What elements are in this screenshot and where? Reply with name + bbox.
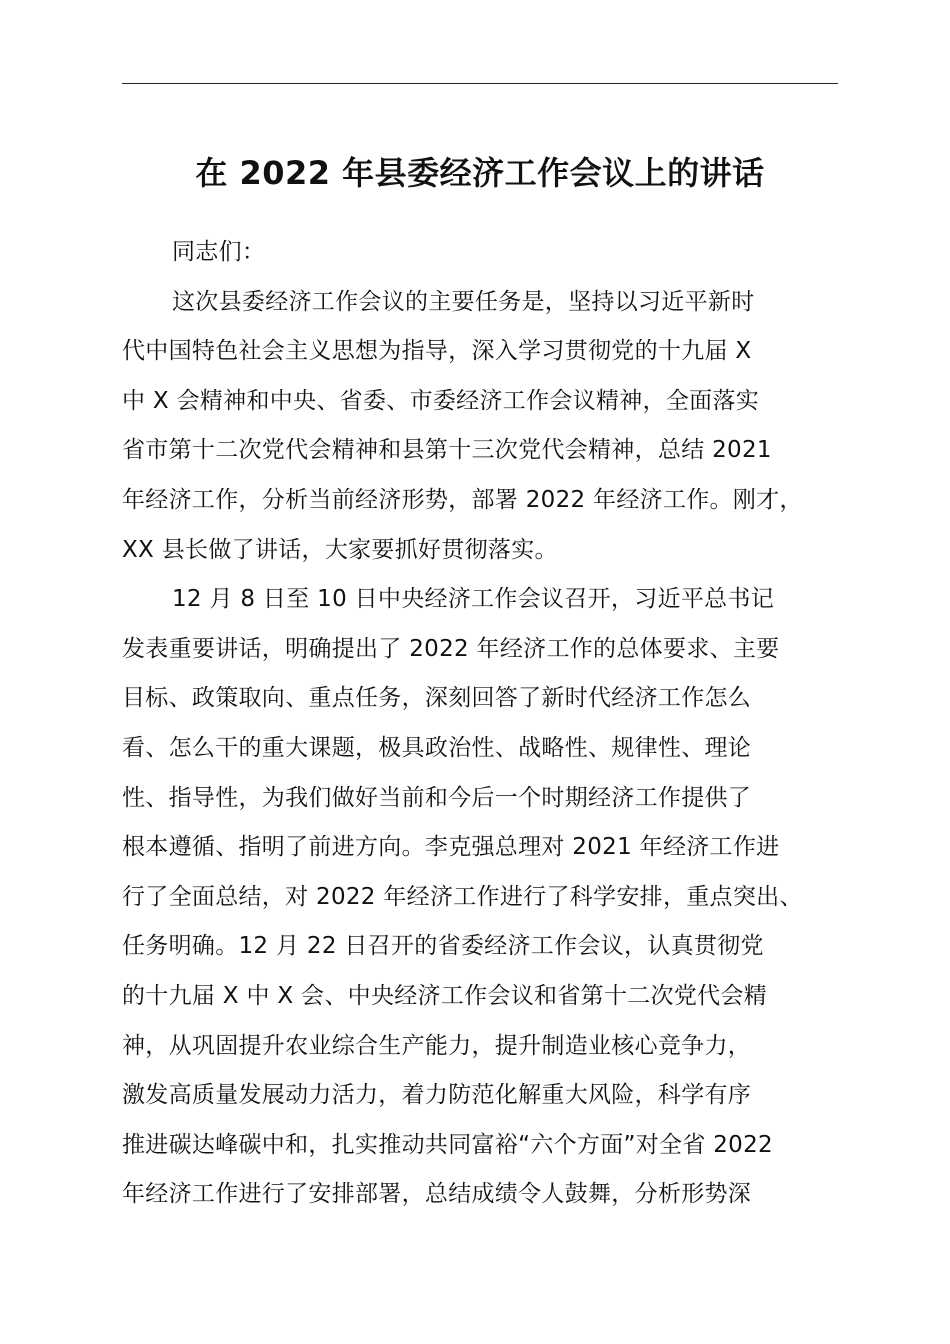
header-rule [122, 83, 838, 84]
body-line: 年经济工作，分析当前经济形势，部署 2022 年经济工作。刚才， [122, 486, 803, 513]
body-line: 年经济工作进行了安排部署，总结成绩令人鼓舞，分析形势深 [122, 1181, 752, 1208]
body-line: 行了全面总结，对 2022 年经济工作进行了科学安排，重点突出、 [122, 883, 803, 910]
body-line: 根本遵循、指明了前进方向。李克强总理对 2021 年经济工作进 [122, 834, 780, 861]
body-line: 的十九届 X 中 X 会、中央经济工作会议和省第十二次党代会精 [122, 982, 768, 1009]
body-line: 这次县委经济工作会议的主要任务是，坚持以习近平新时 [172, 288, 755, 315]
document-body [122, 228, 838, 1220]
document-title: 在 2022 年县委经济工作会议上的讲话 [195, 154, 765, 192]
body-line: 激发高质量发展动力活力，着力防范化解重大风险，科学有序 [122, 1082, 752, 1109]
body-line: 目标、政策取向、重点任务，深刻回答了新时代经济工作怎么 [122, 685, 752, 712]
body-line: 中 X 会精神和中央、省委、市委经济工作会议精神，全面落实 [122, 387, 760, 414]
body-line: 代中国特色社会主义思想为指导，深入学习贯彻党的十九届 X [122, 338, 752, 365]
body-line: XX 县长做了讲话，大家要抓好贯彻落实。 [122, 536, 558, 563]
body-line: 看、怎么干的重大课题，极具政治性、战略性、规律性、理论 [122, 734, 752, 761]
body-line: 性、指导性，为我们做好当前和今后一个时期经济工作提供了 [122, 784, 752, 811]
salutation: 同志们： [172, 239, 266, 265]
body-line: 神，从巩固提升农业综合生产能力，提升制造业核心竞争力， [122, 1032, 752, 1059]
body-line: 发表重要讲话，明确提出了 2022 年经济工作的总体要求、主要 [122, 635, 780, 662]
body-line: 推进碳达峰碳中和，扎实推动共同富裕“六个方面”对全省 2022 [122, 1131, 773, 1158]
body-line: 12 月 8 日至 10 日中央经济工作会议召开，习近平总书记 [172, 586, 775, 613]
body-line: 任务明确。12 月 22 日召开的省委经济工作会议，认真贯彻党 [122, 933, 764, 960]
body-line: 省市第十二次党代会精神和县第十三次党代会精神，总结 2021 [122, 437, 772, 464]
